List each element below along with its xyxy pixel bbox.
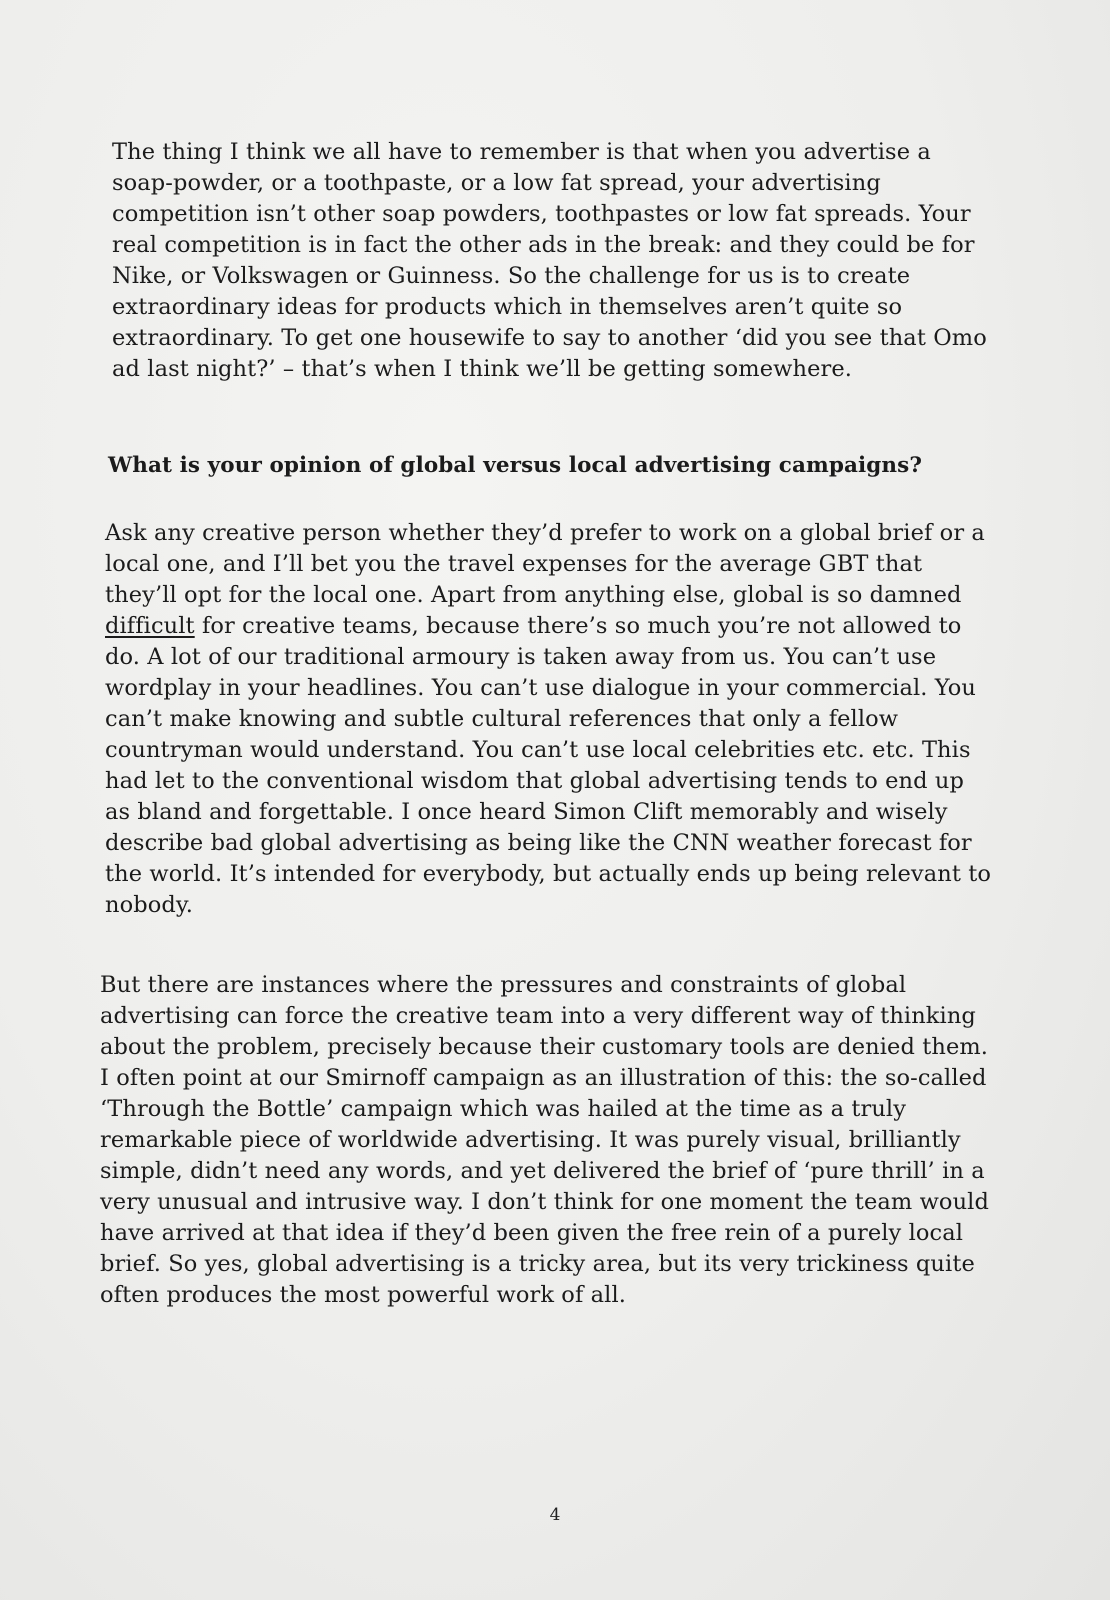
paragraph-soap-powder-competition: The thing I think we all have to remember is that when you advertise a soap-powder, or a toothpaste, or a low fat spread, your advertising competition isn’t other soap powders, toothpastes or low fat spreads. Your real competition is in fact the other ads in the break: and they could be for Nike, or Volkswagen or Guinness. So the challenge for us is to create extraordinary ideas for products which in themselves aren’t quite so extraordinary. To get one housewife to say to another ‘did you see that Omo ad last night?’ – that’s when I think we’ll be getting somewhere. [112,139,987,382]
paragraph-global-vs-local [105,518,995,921]
paragraph-2-text-end: for creative teams, because there’s so much you’re not allowed to do. A lot of our traditional armoury is taken away from us. You can’t use wordplay in your headlines. You can’t use dialogue in your commercial. You can’t make knowing and subtle cultural references that only a fellow countryman would understand. You can’t use local celebrities etc. etc. This had let to the conventional wisdom that global advertising tends to end up as bland and forgettable. I once heard Simon Clift memorably and wisely describe bad global advertising as being like the CNN weather forecast for the world. It’s intended for everybody, but actually ends up being relevant to nobody. [105,613,992,918]
underlined-word-difficult: difficult [105,613,195,639]
page-number: 4 [549,1505,561,1525]
paragraph-smirnoff-campaign: But there are instances where the pressures and constraints of global advertising can force the creative team into a very different way of thinking about the problem, precisely because their customary tools are denied them. I often point at our Smirnoff campaign as an illustration of this: the so-called ‘Through the Bottle’ campaign which was hailed at the time as a truly remarkable piece of worldwide advertising. It was purely visual, brilliantly simple, didn’t need any words, and yet delivered the brief of ‘pure thrill’ in a very unusual and intrusive way. I don’t think for one moment the team would have arrived at that idea if they’d been given the free rein of a purely local brief. So yes, global advertising is a tricky area, but its very trickiness quite often produces the most powerful work of all. [100,972,989,1308]
interview-question-heading: What is your opinion of global versus local advertising campaigns? [108,453,923,478]
paragraph-2-text-start: Ask any creative person whether they’d prefer to work on a global brief or a local one, and I’ll bet you the travel expenses for the average GBT that they’ll opt for the local one. Apart from anything else, global is so damned [105,520,985,608]
